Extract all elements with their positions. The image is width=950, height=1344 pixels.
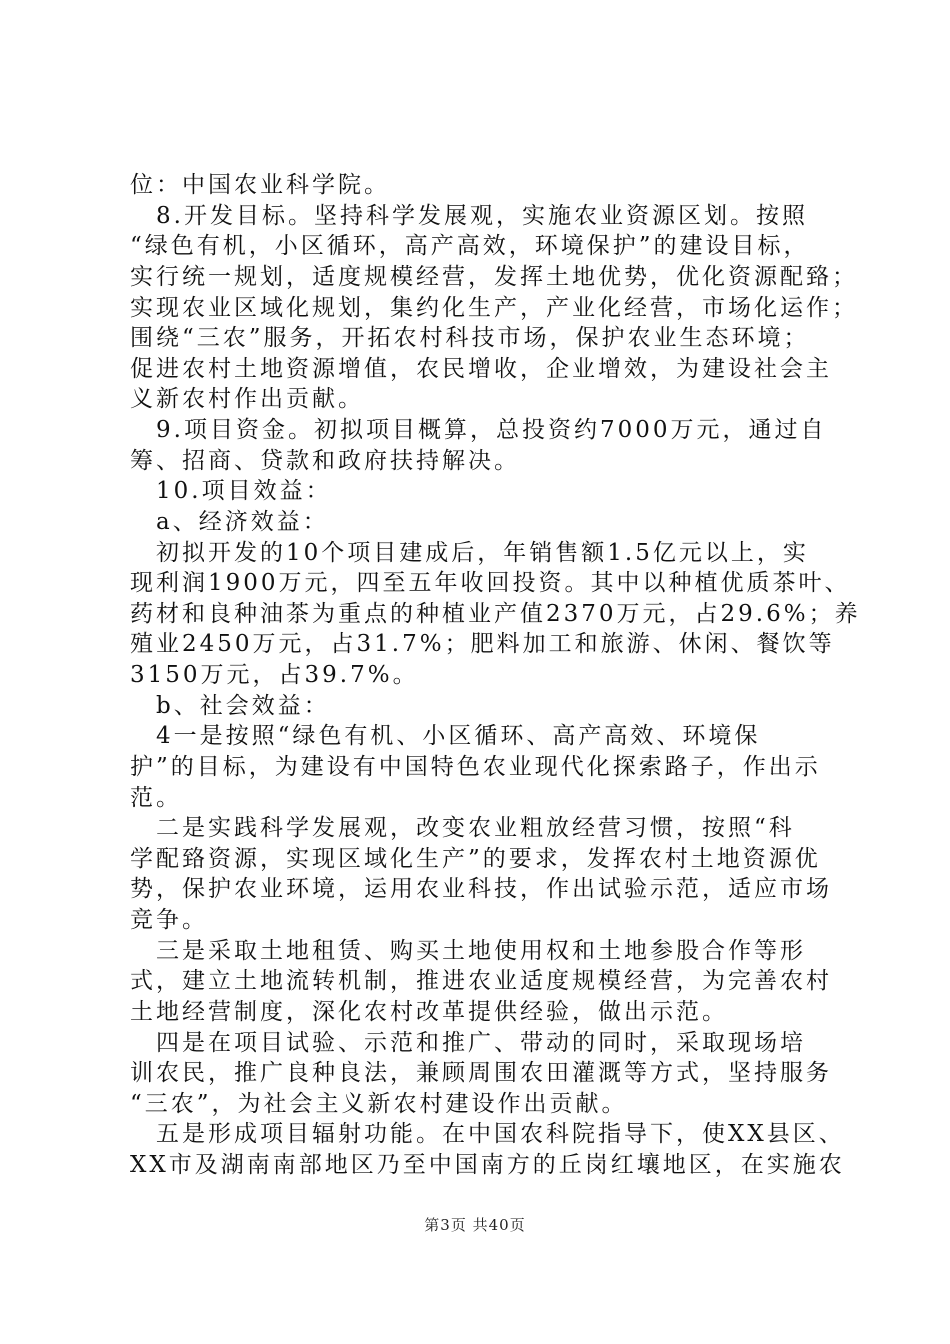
- body-line: 竞争。: [130, 907, 208, 933]
- body-line: “三农”，为社会主义新农村建设作出贡献。: [130, 1090, 628, 1117]
- body-line: 义新农村作出贡献。: [130, 386, 364, 413]
- body-line: XX市及湖南南部地区乃至中国南方的丘岗红壤地区，在实施农: [130, 1152, 845, 1178]
- body-line: 筹、招商、贷款和政府扶持解决。: [130, 447, 520, 474]
- body-line: 9.项目资金。初拟项目概算，总投资约7000万元，通过自: [130, 417, 827, 443]
- body-line: 护”的目标，为建设有中国特色农业现代化探索路子，作出示: [130, 753, 821, 780]
- body-line: 实现农业区域化规划，集约化生产，产业化经营，市场化运作；: [130, 294, 858, 321]
- body-line: 五是形成项目辐射功能。在中国农科院指导下，使XX县区、: [130, 1121, 845, 1148]
- body-line: 初拟开发的10个项目建成后，年销售额1.5亿元以上，实: [130, 539, 809, 566]
- body-line: 学配臵资源，实现区域化生产”的要求，发挥农村土地资源优: [130, 845, 821, 872]
- page-number-footer: 第3页 共40页: [424, 1216, 526, 1234]
- body-line: 药材和良种油茶为重点的种植业产值2370万元，占29.6%；养: [130, 600, 861, 627]
- body-line: 3150万元，占39.7%。: [130, 662, 419, 688]
- body-line: “绿色有机，小区循环，高产高效，环境保护”的建设目标，: [130, 233, 810, 260]
- body-line: 实行统一规划，适度规模经营，发挥土地优势，优化资源配臵；: [130, 263, 858, 290]
- subsection-heading: a、经济效益：: [130, 508, 329, 535]
- body-line: 式，建立土地流转机制，推进农业适度规模经营，为完善农村: [130, 968, 832, 995]
- subsection-heading: b、社会效益：: [130, 692, 330, 719]
- body-line: 现利润1900万元，四至五年收回投资。其中以种植优质茶叶、: [130, 570, 851, 597]
- body-line: 训农民，推广良种良法，兼顾周围农田灌溉等方式，坚持服务: [130, 1060, 832, 1087]
- body-line: 8.开发目标。坚持科学发展观，实施农业资源区划。按照: [130, 202, 808, 229]
- body-line: 范。: [130, 784, 182, 811]
- body-line: 围绕“三农”服务，开拓农村科技市场，保护农业生态环境；: [130, 325, 810, 352]
- body-line: 4一是按照“绿色有机、小区循环、高产高效、环境保: [130, 723, 761, 750]
- section-heading: 10.项目效益：: [130, 478, 332, 505]
- body-line: 促进农村土地资源增值，农民增收，企业增效，为建设社会主: [130, 355, 832, 382]
- body-line: 势，保护农业环境，运用农业科技，作出试验示范，适应市场: [130, 876, 832, 903]
- body-line: 二是实践科学发展观，改变农业粗放经营习惯，按照“科: [130, 815, 795, 842]
- body-line: 殖业2450万元，占31.7%；肥料加工和旅游、休闲、餐饮等: [130, 631, 835, 658]
- body-line: 位：中国农业科学院。: [130, 172, 390, 198]
- body-line: 土地经营制度，深化农村改革提供经验，做出示范。: [130, 998, 728, 1025]
- body-line: 三是采取土地租赁、购买土地使用权和土地参股合作等形: [130, 937, 806, 964]
- body-line: 四是在项目试验、示范和推广、带动的同时，采取现场培: [130, 1029, 806, 1056]
